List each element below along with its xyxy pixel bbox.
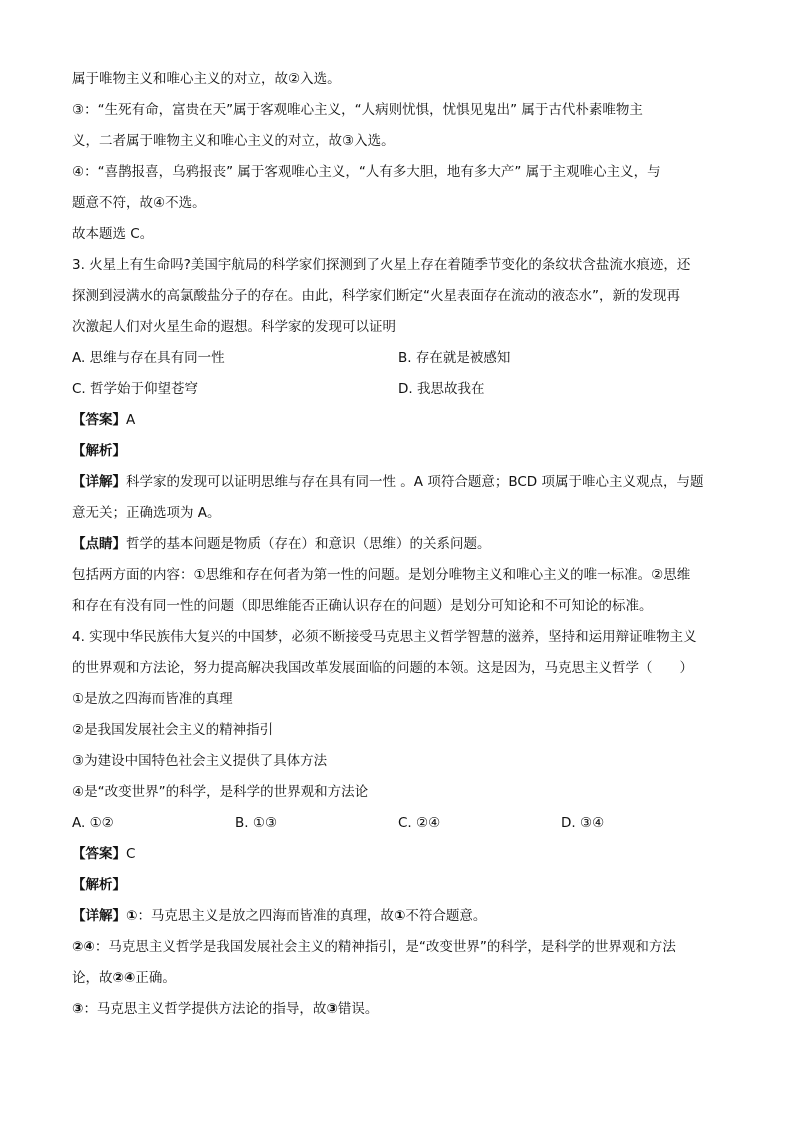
item-marker: ②④ — [112, 970, 136, 986]
answer-tag: 【答案】 — [72, 412, 126, 428]
detail-text: 正确。 — [135, 970, 176, 986]
options-row — [72, 343, 724, 374]
point-text: 哲学的基本问题是物质（存在）和意识（思维）的关系问题。 — [126, 536, 491, 552]
options-row — [72, 808, 724, 839]
detail-line — [72, 467, 724, 498]
item-marker: ③ — [326, 1001, 338, 1017]
option-c: C. 哲学始于仰望苍穹 — [72, 381, 199, 397]
option-a: A. 思维与存在具有同一性 — [72, 350, 225, 366]
detail-text: 错误。 — [337, 1001, 379, 1017]
answer-tag: 【答案】 — [72, 846, 126, 862]
detail-text: 论，故 — [72, 970, 113, 986]
detail-text: ：马克思主义是放之四海而皆准的真理，故 — [137, 908, 394, 924]
point-tag: 【点睛】 — [72, 536, 126, 552]
detail-tag: 【详解】 — [72, 908, 126, 924]
point-line: 和存在有没有同一性的问题（即思维能否正确认识存在的问题）是划分可知论和不可知论的标准。 — [72, 598, 653, 614]
answer-value: C — [126, 846, 136, 862]
text-line: 属于唯物主义和唯心主义的对立，故②入选。 — [72, 71, 341, 87]
analysis-tag: 【解析】 — [72, 443, 126, 459]
analysis-tag: 【解析】 — [72, 877, 126, 893]
statement-item: ①是放之四海而皆准的真理 — [72, 691, 233, 707]
answer-line — [72, 405, 724, 436]
item-marker: ① — [393, 908, 406, 924]
detail-text: 科学家的发现可以证明思维与存在具有同一性 。A 项符合题意；BCD 项属于唯心主义观点，与题 — [126, 474, 704, 490]
detail-line — [72, 901, 724, 932]
question-stem: 探测到浸满水的高氯酸盐分子的存在。由此，科学家们断定“火星表面存在流动的液态水”，新的发现再 — [72, 288, 680, 304]
detail-text: ：马克思主义哲学提供方法论的指导，故 — [83, 1001, 327, 1017]
text-line: 题意不符，故④不选。 — [72, 195, 206, 211]
options-row — [72, 374, 724, 405]
option-b: B. ①③ — [235, 815, 278, 831]
question-stem: 的世界观和方法论，努力提高解决我国改革发展面临的问题的本领。这是因为，马克思主义哲学（ ） — [72, 660, 693, 676]
item-marker: ②④ — [72, 939, 95, 955]
option-b: B. 存在就是被感知 — [398, 350, 511, 366]
point-line: 包括两方面的内容：①思维和存在何者为第一性的问题。是划分唯物主义和唯心主义的唯一标准。②思维 — [72, 567, 691, 583]
text-line: 故本题选 C。 — [72, 226, 154, 242]
text-line: 义，二者属于唯物主义和唯心主义的对立，故③入选。 — [72, 133, 395, 149]
option-a: A. ①② — [72, 815, 114, 831]
detail-text: ：马克思主义哲学是我国发展社会主义的精神指引，是“改变世界”的科学，是科学的世界观和方法 — [94, 939, 676, 955]
document-page — [72, 64, 724, 1025]
text-line: ④：“喜鹊报喜，乌鸦报丧” 属于客观唯心主义，“人有多大胆，地有多大产” 属于主观唯心主义，与 — [72, 164, 661, 180]
item-marker: ③ — [72, 1001, 84, 1017]
option-c: C. ②④ — [398, 815, 441, 831]
question-stem: 4. 实现中华民族伟大复兴的中国梦，必须不断接受马克思主义哲学智慧的滋养，坚持和运用辩证唯物主义 — [72, 629, 697, 645]
point-line — [72, 529, 724, 560]
option-d: D. ③④ — [561, 815, 605, 831]
statement-item: ③为建设中国特色社会主义提供了具体方法 — [72, 753, 328, 769]
question-stem: 次激起人们对火星生命的遐想。科学家的发现可以证明 — [72, 319, 396, 335]
analysis-line — [72, 436, 724, 467]
detail-line — [72, 963, 724, 994]
detail-tag: 【详解】 — [72, 474, 126, 490]
text-line: ③：“生死有命，富贵在天”属于客观唯心主义，“人病则忧惧，忧惧见鬼出” 属于古代朴素唯物主 — [72, 102, 643, 118]
detail-line: 意无关；正确选项为 A。 — [72, 505, 221, 521]
analysis-line — [72, 870, 724, 901]
item-marker: ① — [126, 908, 138, 924]
answer-value: A — [126, 412, 136, 428]
answer-line — [72, 839, 724, 870]
statement-item: ②是我国发展社会主义的精神指引 — [72, 722, 274, 738]
detail-text: 不符合题意。 — [405, 908, 487, 924]
detail-line — [72, 994, 724, 1025]
detail-line — [72, 932, 724, 963]
question-stem: 3. 火星上有生命吗?美国宇航局的科学家们探测到了火星上存在着随季节变化的条纹状含盐流水痕迹，还 — [72, 257, 691, 273]
statement-item: ④是“改变世界”的科学，是科学的世界观和方法论 — [72, 784, 369, 800]
option-d: D. 我思故我在 — [398, 381, 485, 397]
